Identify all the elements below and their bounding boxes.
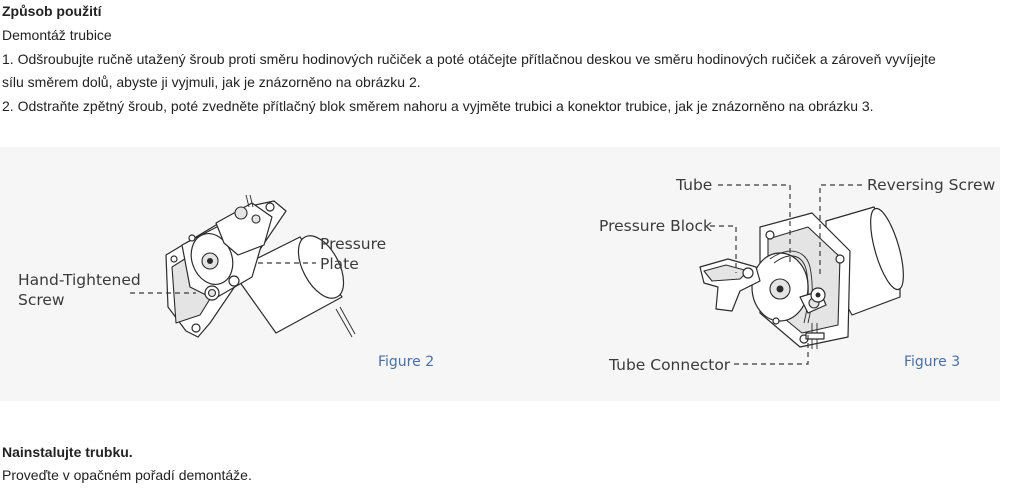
step2-text: 2. Odstraňte zpětný šroub, poté zvedněte přítlačný blok směrem nahoru a vyjměte trubici a konektor trubice, jak je znázorněno na obrázku 3. xyxy=(2,98,874,114)
step1-text-line1: 1. Odšroubujte ručně utažený šroub proti směru hodinových ručiček a poté otáčejte přítlačnou deskou ve směru hodinových ručiček a zároveň vyvíjejte xyxy=(2,51,936,67)
label-hand-tightened-screw-line1: Hand-Tightened xyxy=(18,271,141,289)
disassembly-subheading: Demontáž trubice xyxy=(2,27,112,43)
caption-figure-3: Figure 3 xyxy=(904,354,961,370)
label-tube-connector: Tube Connector xyxy=(609,356,731,374)
install-heading: Nainstalujte trubku. xyxy=(2,444,133,460)
reversing-screw xyxy=(811,288,825,302)
label-pressure-block: Pressure Block xyxy=(599,217,713,235)
install-text: Proveďte v opačném pořadí demontáže. xyxy=(2,467,252,483)
label-hand-tightened-screw-line2: Screw xyxy=(18,291,65,309)
step1-text-line2: sílu směrem dolů, abyste ji vyjmuli, jak je znázorněno na obrázku 2. xyxy=(2,74,421,90)
caption-figure-2: Figure 2 xyxy=(378,354,435,370)
pump-illustration-figure3 xyxy=(700,205,910,349)
pressure-block xyxy=(700,259,760,311)
label-reversing-screw: Reversing Screw xyxy=(867,176,996,194)
label-tube: Tube xyxy=(676,176,713,194)
label-pressure-plate-line1: Pressure xyxy=(320,235,387,253)
figure-panel xyxy=(0,147,1000,401)
usage-heading: Způsob použití xyxy=(2,3,102,19)
label-pressure-plate-line2: Plate xyxy=(320,255,359,273)
